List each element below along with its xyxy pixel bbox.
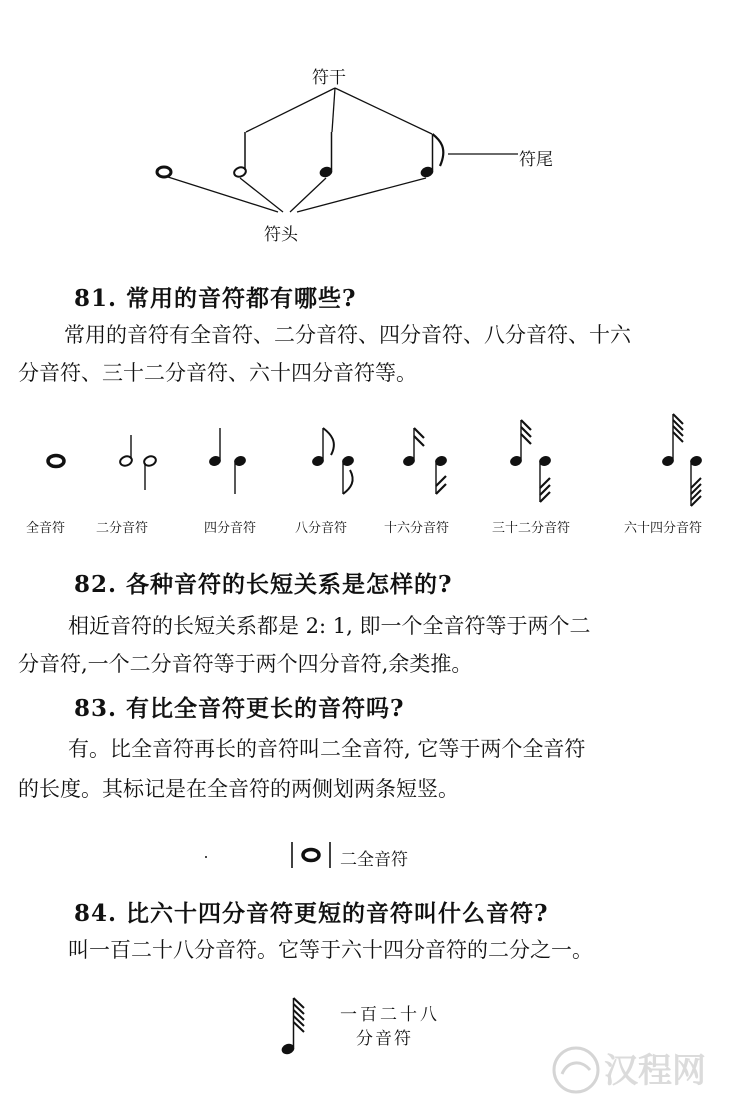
question-81: 81. 常用的音符都有哪些?	[74, 285, 357, 312]
hundred-twenty-eighth-label-line-1: 一百二十八	[340, 1005, 440, 1025]
answer-82-line-2: 分音符,一个二分音符等于两个四分音符,余类推。	[18, 652, 473, 676]
question-82: 82. 各种音符的长短关系是怎样的?	[74, 571, 453, 598]
double-whole-note-label: 二全音符	[340, 850, 408, 870]
answer-82-line-1: 相近音符的长短关系都是 2: 1, 即一个全音符等于两个二	[68, 614, 591, 638]
caption-whole-note: 全音符	[26, 521, 66, 536]
answer-83-line-1: 有。比全音符再长的音符叫二全音符, 它等于两个全音符	[68, 737, 586, 761]
caption-sixteenth-note: 十六分音符	[384, 521, 450, 536]
hundred-twenty-eighth-label-line-2: 分音符	[356, 1029, 413, 1049]
caption-eighth-note: 八分音符	[295, 521, 348, 536]
answer-81-line-2: 分音符、三十二分音符、六十四分音符等。	[18, 361, 417, 385]
hundred-twenty-eighth-note-icon	[280, 998, 304, 1056]
question-84: 84. 比六十四分音符更短的音符叫什么音符?	[74, 900, 549, 927]
caption-sixty-fourth-note: 六十四分音符	[624, 521, 703, 536]
stem-label: 符干	[312, 68, 346, 88]
caption-quarter-note: 四分音符	[204, 521, 257, 536]
head-label: 符头	[264, 225, 298, 245]
watermark-text: 汉程网	[604, 1051, 706, 1091]
caption-half-note: 二分音符	[96, 521, 149, 536]
question-83: 83. 有比全音符更长的音符吗?	[74, 695, 405, 722]
answer-84-line-1: 叫一百二十八分音符。它等于六十四分音符的二分之一。	[68, 938, 593, 962]
answer-83-line-2: 的长度。其标记是在全音符的两侧划两条短竖。	[18, 777, 459, 801]
caption-thirty-second-note: 三十二分音符	[492, 521, 571, 536]
flag-label: 符尾	[519, 150, 553, 170]
watermark-logo	[548, 1030, 733, 1110]
answer-81-line-1: 常用的音符有全音符、二分音符、四分音符、八分音符、十六	[64, 323, 631, 347]
